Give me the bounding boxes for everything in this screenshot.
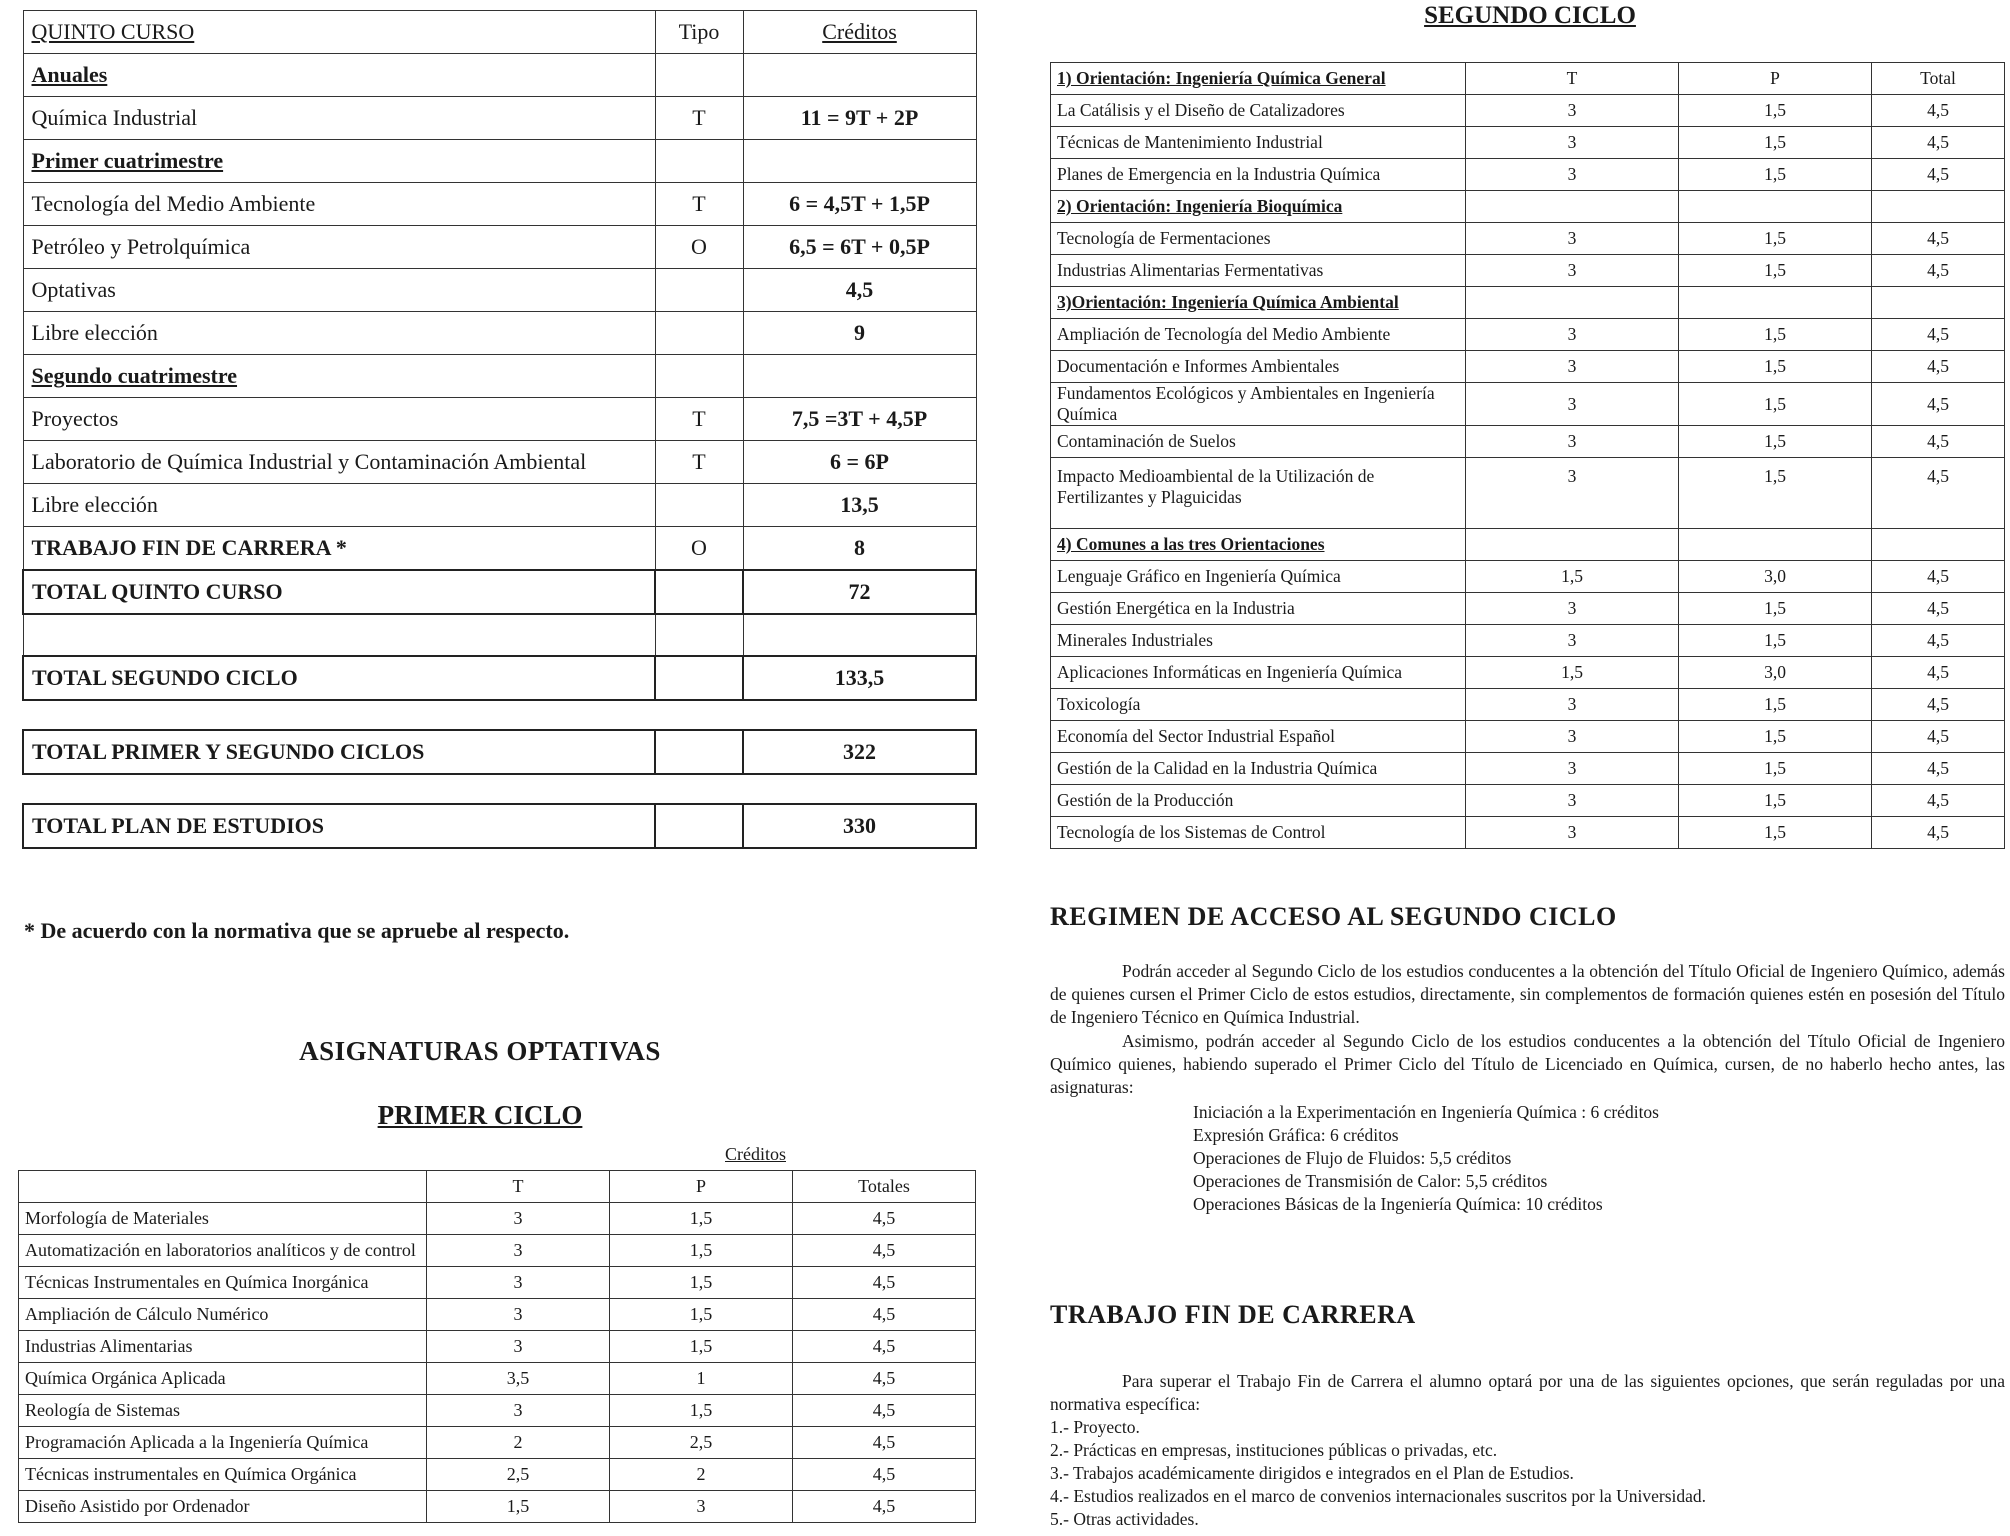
p-cell: 1,5	[610, 1203, 793, 1235]
primer-row	[19, 1395, 976, 1427]
quinto-row	[23, 484, 976, 527]
p-cell: 1,5	[1679, 753, 1872, 785]
subject-name: Gestión de la Calidad en la Industria Química	[1051, 753, 1466, 785]
tipo-cell: T	[655, 441, 743, 484]
segundo-row	[1051, 625, 2005, 657]
segundo-header-p: P	[1679, 63, 1872, 95]
t-cell: 3	[1466, 383, 1679, 426]
subject-name: Planes de Emergencia en la Industria Química	[1051, 159, 1466, 191]
total-cell: 4,5	[1872, 351, 2005, 383]
t-cell: 3	[1466, 159, 1679, 191]
segundo-row	[1051, 351, 2005, 383]
tfc-paragraph: Para superar el Trabajo Fin de Carrera el alumno optará por una de las siguientes opciones, que serán reguladas por una normativa específica:	[1050, 1371, 2005, 1414]
segundo-row	[1051, 561, 2005, 593]
primer-row	[19, 1331, 976, 1363]
creditos-cell: 7,5 =3T + 4,5P	[743, 398, 976, 441]
subject-name: TRABAJO FIN DE CARRERA *	[23, 527, 655, 571]
total-tipo	[655, 656, 743, 700]
quinto-row	[23, 527, 976, 571]
t-cell	[1466, 191, 1679, 223]
total-cell	[1872, 191, 2005, 223]
regimen-paragraph-1: Podrán acceder al Segundo Ciclo de los estudios conducentes a la obtención del Título Oficial de Ingeniero Químico, además de quienes cursen el Primer Ciclo de estos estudios, directamente, sin complementos de formación quienes estén en posesión del Título de Ingeniero Técnico en Química Industrial.	[1050, 961, 2005, 1027]
total-cell: 4,5	[1872, 458, 2005, 529]
total-cell: 4,5	[793, 1363, 976, 1395]
section-label: Anuales	[23, 54, 655, 97]
segundo-row	[1051, 817, 2005, 849]
subject-name: Química Orgánica Aplicada	[19, 1363, 427, 1395]
quinto-row	[23, 441, 976, 484]
total-cell: 4,5	[793, 1331, 976, 1363]
subject-name: Diseño Asistido por Ordenador	[19, 1491, 427, 1523]
total-row	[23, 656, 976, 700]
creditos-cell: 13,5	[743, 484, 976, 527]
quinto-header-row	[23, 11, 976, 54]
section-label: 2) Orientación: Ingeniería Bioquímica	[1051, 191, 1466, 223]
t-cell: 3	[1466, 319, 1679, 351]
t-cell: 3	[427, 1331, 610, 1363]
segundo-row	[1051, 127, 2005, 159]
total-tipo	[655, 804, 743, 848]
total-cell: 4,5	[1872, 95, 2005, 127]
total-cell: 4,5	[793, 1203, 976, 1235]
tipo-cell: T	[655, 398, 743, 441]
creditos-cell: 11 = 9T + 2P	[743, 97, 976, 140]
spacer-cell	[23, 774, 655, 804]
quinto-header-name: QUINTO CURSO	[23, 11, 655, 54]
total-tipo	[655, 730, 743, 774]
subject-name: Ampliación de Cálculo Numérico	[19, 1299, 427, 1331]
tipo-cell: T	[655, 97, 743, 140]
subject-name: Fundamentos Ecológicos y Ambientales en Ingeniería Química	[1051, 383, 1466, 426]
regimen-list-item: Expresión Gráfica: 6 créditos	[1193, 1125, 1399, 1145]
segundo-row	[1051, 458, 2005, 529]
subject-name: Laboratorio de Química Industrial y Contaminación Ambiental	[23, 441, 655, 484]
section-label: 1) Orientación: Ingeniería Química General	[1051, 63, 1466, 95]
section-label: 4) Comunes a las tres Orientaciones	[1051, 529, 1466, 561]
subject-name: Toxicología	[1051, 689, 1466, 721]
section-label: Primer cuatrimestre	[23, 140, 655, 183]
quinto-row	[23, 183, 976, 226]
p-cell: 3,0	[1679, 657, 1872, 689]
t-cell: 3	[427, 1299, 610, 1331]
primer-row	[19, 1235, 976, 1267]
tfc-list-item: 1.- Proyecto.	[1050, 1417, 1140, 1437]
primer-row	[19, 1267, 976, 1299]
subject-name: Reología de Sistemas	[19, 1395, 427, 1427]
creditos-cell: 8	[743, 527, 976, 571]
segundo-section-row	[1051, 191, 2005, 223]
primer-ciclo-table	[18, 1170, 976, 1523]
quinto-row	[23, 269, 976, 312]
p-cell: 1,5	[1679, 223, 1872, 255]
tipo-cell	[655, 312, 743, 355]
total-cell: 4,5	[793, 1459, 976, 1491]
total-cell: 4,5	[1872, 426, 2005, 458]
total-cell: 4,5	[1872, 159, 2005, 191]
p-cell: 1,5	[1679, 458, 1872, 529]
t-cell: 1,5	[427, 1491, 610, 1523]
t-cell: 2	[427, 1427, 610, 1459]
subject-name: Libre elección	[23, 312, 655, 355]
spacer-cell	[23, 700, 655, 730]
subject-name: Técnicas de Mantenimiento Industrial	[1051, 127, 1466, 159]
segundo-row	[1051, 753, 2005, 785]
total-cell: 4,5	[1872, 593, 2005, 625]
total-cell	[1872, 529, 2005, 561]
spacer-cell	[655, 700, 743, 730]
t-cell: 3	[1466, 95, 1679, 127]
subject-name: Proyectos	[23, 398, 655, 441]
total-cell: 4,5	[793, 1267, 976, 1299]
p-cell: 1,5	[610, 1331, 793, 1363]
creditos-cell: 6 = 4,5T + 1,5P	[743, 183, 976, 226]
total-cell: 4,5	[1872, 817, 2005, 849]
total-label: TOTAL PRIMER Y SEGUNDO CICLOS	[23, 730, 655, 774]
p-cell: 3	[610, 1491, 793, 1523]
subject-name: Automatización en laboratorios analíticos y de control	[19, 1235, 427, 1267]
primer-row	[19, 1299, 976, 1331]
t-cell: 3	[1466, 127, 1679, 159]
segundo-row	[1051, 319, 2005, 351]
p-cell: 1,5	[610, 1395, 793, 1427]
total-cell: 4,5	[1872, 319, 2005, 351]
p-cell: 1,5	[610, 1235, 793, 1267]
spacer-cell	[743, 614, 976, 656]
subject-name: Programación Aplicada a la Ingeniería Química	[19, 1427, 427, 1459]
quinto-section-row	[23, 54, 976, 97]
total-cell: 4,5	[1872, 255, 2005, 287]
subject-name: Industrias Alimentarias	[19, 1331, 427, 1363]
creditos-cell: 6 = 6P	[743, 441, 976, 484]
segundo-ciclo-title: SEGUNDO CICLO	[1424, 2, 1636, 29]
section-label: 3)Orientación: Ingeniería Química Ambiental	[1051, 287, 1466, 319]
segundo-row	[1051, 689, 2005, 721]
total-value: 330	[743, 804, 976, 848]
t-cell: 3	[1466, 223, 1679, 255]
total-cell: 4,5	[1872, 383, 2005, 426]
t-cell: 3	[1466, 351, 1679, 383]
subject-name: Técnicas Instrumentales en Química Inorgánica	[19, 1267, 427, 1299]
quinto-header-creditos: Créditos	[743, 11, 976, 54]
primer-row	[19, 1491, 976, 1523]
p-cell: 1,5	[1679, 351, 1872, 383]
regimen-list-item: Operaciones Básicas de la Ingeniería Química: 10 créditos	[1193, 1194, 1603, 1214]
segundo-row	[1051, 255, 2005, 287]
creditos-cell: 9	[743, 312, 976, 355]
tfc-list-item: 5.- Otras actividades.	[1050, 1509, 1199, 1529]
total-cell: 4,5	[793, 1491, 976, 1523]
tfc-list	[1050, 1416, 1706, 1531]
segundo-header-total: Total	[1872, 63, 2005, 95]
segundo-row	[1051, 657, 2005, 689]
segundo-section-row	[1051, 63, 2005, 95]
p-cell: 1,5	[1679, 255, 1872, 287]
total-cell	[1872, 287, 2005, 319]
optativas-title: ASIGNATURAS OPTATIVAS	[299, 1036, 661, 1066]
t-cell: 3	[1466, 689, 1679, 721]
regimen-list-item: Operaciones de Flujo de Fluidos: 5,5 créditos	[1193, 1148, 1512, 1168]
primer-row	[19, 1427, 976, 1459]
tipo-cell	[655, 355, 743, 398]
quinto-section-row	[23, 355, 976, 398]
total-cell: 4,5	[1872, 625, 2005, 657]
total-cell: 4,5	[1872, 721, 2005, 753]
total-value: 322	[743, 730, 976, 774]
tipo-cell: T	[655, 183, 743, 226]
p-cell: 1,5	[1679, 785, 1872, 817]
segundo-ciclo-table	[1050, 62, 2005, 849]
p-cell: 1	[610, 1363, 793, 1395]
creditos-cell	[743, 54, 976, 97]
subject-name: Impacto Medioambiental de la Utilización de Fertilizantes y Plaguicidas	[1051, 458, 1466, 529]
p-cell	[1679, 191, 1872, 223]
creditos-cell: 4,5	[743, 269, 976, 312]
t-cell: 3	[1466, 255, 1679, 287]
spacer-cell	[655, 614, 743, 656]
p-cell	[1679, 529, 1872, 561]
subject-name: Documentación e Informes Ambientales	[1051, 351, 1466, 383]
t-cell: 3	[427, 1203, 610, 1235]
primer-header-name	[19, 1171, 427, 1203]
p-cell: 3,0	[1679, 561, 1872, 593]
creditos-cell: 6,5 = 6T + 0,5P	[743, 226, 976, 269]
total-row	[23, 804, 976, 848]
subject-name: Técnicas instrumentales en Química Orgánica	[19, 1459, 427, 1491]
p-cell: 1,5	[1679, 319, 1872, 351]
regimen-list	[1193, 1101, 1659, 1216]
spacer-cell	[23, 614, 655, 656]
subject-name: Petróleo y Petrolquímica	[23, 226, 655, 269]
total-label: TOTAL PLAN DE ESTUDIOS	[23, 804, 655, 848]
tipo-cell	[655, 140, 743, 183]
t-cell: 3	[1466, 625, 1679, 657]
subject-name: Lenguaje Gráfico en Ingeniería Química	[1051, 561, 1466, 593]
segundo-row	[1051, 593, 2005, 625]
tipo-cell: O	[655, 226, 743, 269]
spacer-row	[23, 774, 976, 804]
segundo-row	[1051, 721, 2005, 753]
tipo-cell	[655, 54, 743, 97]
segundo-row	[1051, 426, 2005, 458]
t-cell: 3,5	[427, 1363, 610, 1395]
creditos-cell	[743, 355, 976, 398]
subject-name: Química Industrial	[23, 97, 655, 140]
p-cell: 1,5	[1679, 127, 1872, 159]
t-cell: 1,5	[1466, 561, 1679, 593]
segundo-section-row	[1051, 529, 2005, 561]
subject-name: Optativas	[23, 269, 655, 312]
p-cell	[1679, 287, 1872, 319]
t-cell: 3	[1466, 817, 1679, 849]
p-cell: 1,5	[1679, 95, 1872, 127]
primer-row	[19, 1203, 976, 1235]
spacer-cell	[655, 774, 743, 804]
spacer-row	[23, 614, 976, 656]
p-cell: 2	[610, 1459, 793, 1491]
quinto-row	[23, 226, 976, 269]
t-cell: 3	[427, 1267, 610, 1299]
p-cell: 2,5	[610, 1427, 793, 1459]
subject-name: Tecnología de Fermentaciones	[1051, 223, 1466, 255]
primer-ciclo-title: PRIMER CICLO	[377, 1100, 583, 1130]
segundo-row	[1051, 159, 2005, 191]
total-cell: 4,5	[793, 1235, 976, 1267]
subject-name: La Catálisis y el Diseño de Catalizadores	[1051, 95, 1466, 127]
footnote: * De acuerdo con la normativa que se apruebe al respecto.	[24, 918, 570, 943]
primer-row	[19, 1363, 976, 1395]
total-tipo	[655, 570, 743, 614]
primer-header-p: P	[610, 1171, 793, 1203]
tfc-list-item: 4.- Estudios realizados en el marco de convenios internacionales suscritos por la Universidad.	[1050, 1486, 1707, 1506]
t-cell	[1466, 529, 1679, 561]
segundo-header-t: T	[1466, 63, 1679, 95]
subject-name: Economía del Sector Industrial Español	[1051, 721, 1466, 753]
p-cell: 1,5	[1679, 383, 1872, 426]
t-cell: 3	[427, 1235, 610, 1267]
quinto-section-row	[23, 140, 976, 183]
total-cell: 4,5	[1872, 657, 2005, 689]
primer-header-t: T	[427, 1171, 610, 1203]
total-value: 133,5	[743, 656, 976, 700]
total-cell: 4,5	[793, 1427, 976, 1459]
subject-name: Industrias Alimentarias Fermentativas	[1051, 255, 1466, 287]
total-label: TOTAL QUINTO CURSO	[23, 570, 655, 614]
subject-name: Minerales Industriales	[1051, 625, 1466, 657]
p-cell: 1,5	[1679, 689, 1872, 721]
t-cell: 3	[427, 1395, 610, 1427]
total-cell: 4,5	[1872, 127, 2005, 159]
primer-header-total: Totales	[793, 1171, 976, 1203]
total-cell: 4,5	[793, 1299, 976, 1331]
p-cell: 1,5	[1679, 625, 1872, 657]
regimen-list-item: Operaciones de Transmisión de Calor: 5,5 créditos	[1193, 1171, 1548, 1191]
tipo-cell: O	[655, 527, 743, 571]
t-cell	[1466, 287, 1679, 319]
p-cell: 1,5	[610, 1299, 793, 1331]
subject-name: Tecnología del Medio Ambiente	[23, 183, 655, 226]
total-cell: 4,5	[1872, 689, 2005, 721]
total-row	[23, 570, 976, 614]
primer-row	[19, 1459, 976, 1491]
subject-name: Gestión Energética en la Industria	[1051, 593, 1466, 625]
p-cell: 1,5	[1679, 159, 1872, 191]
spacer-cell	[743, 774, 976, 804]
primer-header-row	[19, 1171, 976, 1203]
total-cell: 4,5	[1872, 561, 2005, 593]
t-cell: 3	[1466, 426, 1679, 458]
quinto-row	[23, 398, 976, 441]
subject-name: Morfología de Materiales	[19, 1203, 427, 1235]
t-cell: 3	[1466, 458, 1679, 529]
subject-name: Tecnología de los Sistemas de Control	[1051, 817, 1466, 849]
t-cell: 3	[1466, 721, 1679, 753]
t-cell: 3	[1466, 753, 1679, 785]
spacer-row	[23, 700, 976, 730]
segundo-row	[1051, 95, 2005, 127]
subject-name: Libre elección	[23, 484, 655, 527]
subject-name: Aplicaciones Informáticas en Ingeniería Química	[1051, 657, 1466, 689]
total-label: TOTAL SEGUNDO CICLO	[23, 656, 655, 700]
subject-name: Contaminación de Suelos	[1051, 426, 1466, 458]
quinto-row	[23, 97, 976, 140]
creditos-label: Créditos	[725, 1144, 786, 1164]
section-label: Segundo cuatrimestre	[23, 355, 655, 398]
t-cell: 3	[1466, 593, 1679, 625]
creditos-cell	[743, 140, 976, 183]
quinto-curso-table	[22, 10, 977, 849]
tfc-list-item: 2.- Prácticas en empresas, instituciones públicas o privadas, etc.	[1050, 1440, 1498, 1460]
total-cell: 4,5	[1872, 753, 2005, 785]
segundo-row	[1051, 383, 2005, 426]
p-cell: 1,5	[1679, 721, 1872, 753]
segundo-section-row	[1051, 287, 2005, 319]
t-cell: 3	[1466, 785, 1679, 817]
total-value: 72	[743, 570, 976, 614]
subject-name: Ampliación de Tecnología del Medio Ambiente	[1051, 319, 1466, 351]
subject-name: Gestión de la Producción	[1051, 785, 1466, 817]
quinto-header-tipo: Tipo	[655, 11, 743, 54]
regimen-title: REGIMEN DE ACCESO AL SEGUNDO CICLO	[1050, 902, 1617, 931]
p-cell: 1,5	[1679, 593, 1872, 625]
regimen-paragraph-2: Asimismo, podrán acceder al Segundo Ciclo de los estudios conducentes a la obtención del Título Oficial de Ingeniero Químico quienes, habiendo superado el Primer Ciclo del Título de Licenciado en Química, cursen, de no haberlo hecho antes, las asignaturas:	[1050, 1031, 2005, 1097]
t-cell: 2,5	[427, 1459, 610, 1491]
t-cell: 1,5	[1466, 657, 1679, 689]
total-cell: 4,5	[1872, 223, 2005, 255]
regimen-list-item: Iniciación a la Experimentación en Ingeniería Química : 6 créditos	[1193, 1102, 1659, 1122]
tfc-list-item: 3.- Trabajos académicamente dirigidos e integrados en el Plan de Estudios.	[1050, 1463, 1574, 1483]
p-cell: 1,5	[1679, 817, 1872, 849]
quinto-row	[23, 312, 976, 355]
tipo-cell	[655, 484, 743, 527]
p-cell: 1,5	[610, 1267, 793, 1299]
tfc-title: TRABAJO FIN DE CARRERA	[1050, 1300, 1416, 1329]
segundo-row	[1051, 785, 2005, 817]
segundo-row	[1051, 223, 2005, 255]
total-cell: 4,5	[1872, 785, 2005, 817]
total-cell: 4,5	[793, 1395, 976, 1427]
spacer-cell	[743, 700, 976, 730]
total-row	[23, 730, 976, 774]
tipo-cell	[655, 269, 743, 312]
p-cell: 1,5	[1679, 426, 1872, 458]
